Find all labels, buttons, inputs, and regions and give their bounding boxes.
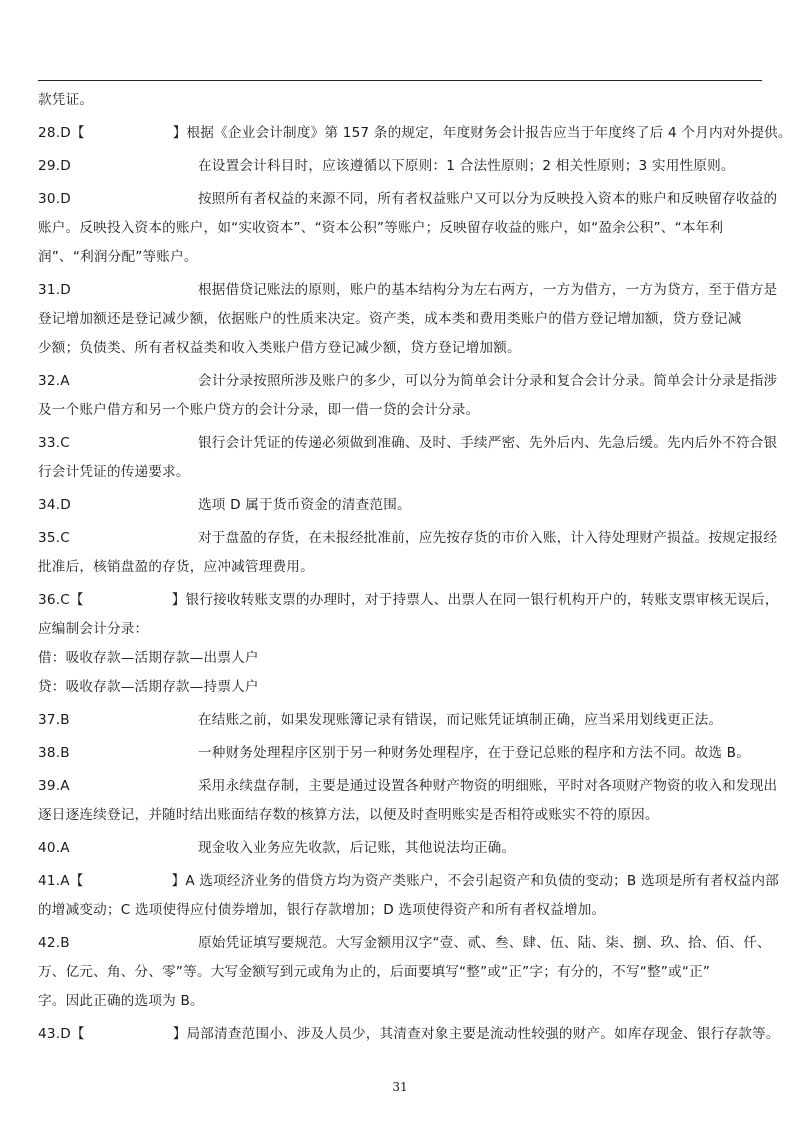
entry-text: 的增减变动；C 选项使得应付债券增加，银行存款增加；D 选项使得资产和所有者权益增加。 <box>38 902 606 918</box>
entry-line <box>38 644 762 673</box>
entry-text: 万、亿元、角、分、零”等。大写金额写到元或角为止的，后面要填写“整”或“正”字；有分的，不写“整”或“正” <box>38 964 711 980</box>
entry-text: 账户。反映投入资本的账户，如“实收资本”、“资本公积”等账户；反映留存收益的账户，如“盈余公积”、“本年利 <box>38 220 724 236</box>
answer-label: 37.B <box>38 712 70 728</box>
entry-line <box>38 553 762 582</box>
entry-line <box>38 896 762 925</box>
answer-label: 31.D <box>38 282 71 298</box>
answer-entry-32 <box>38 367 778 425</box>
entry-text: A 选项经济业务的借贷方均为资产类账户，不会引起资产和负债的变动；B 选项是所有者权益内部 <box>185 873 779 889</box>
bracket-close: 】 <box>172 125 187 141</box>
entry-line <box>38 615 762 644</box>
entry-line <box>38 1020 780 1049</box>
answer-label: 36.C【 <box>38 592 84 608</box>
entry-line <box>38 673 762 702</box>
answer-entry-43 <box>38 1020 780 1049</box>
entry-text: 采用永续盘存制，主要是通过设置各种财产物资的明细账，平时对各项财产物资的收入和发现出 <box>198 778 778 794</box>
entry-text: 现金收入业务应先收款，后记账，其他说法均正确。 <box>198 840 516 856</box>
entry-text: 局部清查范围小、涉及人员少，其清查对象主要是流动性较强的财产。如库存现金、银行存款等。 <box>186 1026 780 1042</box>
entry-text: 在设置会计科目时，应该遵循以下原则：1 合法性原则；2 相关性原则；3 实用性原则。 <box>198 158 735 174</box>
answer-entry-33 <box>38 429 778 487</box>
page-number: 31 <box>392 1080 408 1094</box>
answer-label: 38.B <box>38 745 70 761</box>
entry-line <box>38 152 762 181</box>
entry-line <box>38 834 762 863</box>
entry-line <box>38 119 792 148</box>
entry-line <box>38 987 762 1016</box>
answer-label: 33.C <box>38 435 70 451</box>
entry-line <box>38 801 762 830</box>
entry-text: 及一个账户借方和另一个账户贷方的会计分录，即一借一贷的会计分录。 <box>38 402 480 418</box>
entry-text: 应编制会计分录： <box>38 621 149 637</box>
entry-line <box>38 524 778 553</box>
entry-line <box>38 185 778 214</box>
entry-text: 行会计凭证的传递要求。 <box>38 464 190 480</box>
answer-label: 34.D <box>38 497 71 513</box>
entry-text: 逐日逐连续登记，并随时结出账面结存数的核算方法，以便及时查明账实是否相符或账实不符的原因。 <box>38 807 659 823</box>
entry-line <box>38 276 778 305</box>
entries-container <box>38 119 792 1049</box>
bracket-close: 】 <box>172 1026 187 1042</box>
entry-text: 登记增加额还是登记减少额，依据账户的性质来决定。资产类，成本类和费用类账户的借方登记增加额，贷方登记减 <box>38 311 742 327</box>
answer-entry-39 <box>38 772 778 830</box>
entry-line <box>38 305 762 334</box>
entry-text: 根据《企业会计制度》第 157 条的规定，年度财务会计报告应当于年度终了后 4 个月内对外提供。 <box>186 125 792 141</box>
entry-text: 按照所有者权益的来源不同，所有者权益账户又可以分为反映投入资本的账户和反映留存收益的 <box>198 191 778 207</box>
answer-entry-41 <box>38 867 779 925</box>
bracket-close: 】 <box>171 873 186 889</box>
answer-label: 42.B <box>38 935 70 951</box>
entry-text: 在结账之前，如果发现账簿记录有错误，而记账凭证填制正确，应当采用划线更正法。 <box>198 712 723 728</box>
entry-line <box>38 586 779 615</box>
answer-label: 41.A【 <box>38 873 84 889</box>
entry-line <box>38 458 762 487</box>
entry-text: 字。因此正确的选项为 B。 <box>38 993 204 1009</box>
answer-entry-30 <box>38 185 778 272</box>
answer-label: 43.D【 <box>38 1026 85 1042</box>
entry-line <box>38 739 762 768</box>
answer-label: 35.C <box>38 530 70 546</box>
entry-text: 一种财务处理程序区别于另一种财务处理程序，在于登记总账的程序和方法不同。故选 B。 <box>198 745 750 761</box>
answer-list <box>38 86 792 1049</box>
answer-entry-34 <box>38 491 762 520</box>
answer-label: 28.D【 <box>38 125 85 141</box>
entry-text: 会计分录按照所涉及账户的多少，可以分为简单会计分录和复合会计分录。简单会计分录是指涉 <box>198 373 778 389</box>
bracket-close: 】 <box>171 592 186 608</box>
answer-label: 30.D <box>38 191 71 207</box>
entry-line <box>38 706 762 735</box>
entry-line <box>38 334 762 363</box>
entry-line <box>38 243 762 272</box>
answer-entry-42 <box>38 929 771 1016</box>
entry-line <box>38 429 778 458</box>
entry-line <box>38 214 762 243</box>
entry-text: 银行接收转账支票的办理时，对于持票人、出票人在同一银行机构开户的，转账支票审核无误后， <box>185 592 779 608</box>
entry-line <box>38 929 771 958</box>
answer-entry-31 <box>38 276 778 363</box>
entry-line <box>38 772 778 801</box>
entry-line <box>38 958 762 987</box>
answer-label: 39.A <box>38 778 70 794</box>
answer-entry-28 <box>38 119 792 148</box>
entry-text: 少额；负债类、所有者权益类和收入类账户借方登记减少额，贷方登记增加额。 <box>38 340 521 356</box>
entry-text: 借：吸收存款—活期存款—出票人户 <box>38 650 259 666</box>
answer-label: 40.A <box>38 840 70 856</box>
entry-line <box>38 867 779 896</box>
entry-text: 对于盘盈的存货，在未报经批准前，应先按存货的市价入账，计入待处理财产损益。按规定报经 <box>198 530 778 546</box>
continued-text: 款凭证。 <box>38 92 94 108</box>
entry-text: 根据借贷记账法的原则，账户的基本结构分为左右两方，一方为借方，一方为贷方，至于借方是 <box>198 282 778 298</box>
answer-entry-37 <box>38 706 762 735</box>
entry-line <box>38 396 762 425</box>
answer-entry-29 <box>38 152 762 181</box>
entry-text: 原始凭证填写要规范。大写金额用汉字“壹、贰、叁、肆、伍、陆、柒、捌、玖、拾、佰、仟、 <box>198 935 771 951</box>
entry-text: 选项 D 属于货币资金的清查范围。 <box>198 497 411 513</box>
entry-text: 银行会计凭证的传递必须做到准确、及时、手续严密、先外后内、先急后缓。先内后外不符合银 <box>198 435 778 451</box>
answer-entry-40 <box>38 834 762 863</box>
entry-text: 贷：吸收存款—活期存款—持票人户 <box>38 679 259 695</box>
header-rule <box>38 80 762 81</box>
answer-label: 29.D <box>38 158 71 174</box>
answer-entry-36 <box>38 586 779 702</box>
entry-text: 润”、“利润分配”等账户。 <box>38 249 198 265</box>
answer-entry-35 <box>38 524 778 582</box>
answer-entry-38 <box>38 739 762 768</box>
entry-line <box>38 491 762 520</box>
entry-text: 批准后，核销盘盈的存货，应冲减管理费用。 <box>38 559 314 575</box>
entry-line <box>38 367 778 396</box>
answer-label: 32.A <box>38 373 70 389</box>
